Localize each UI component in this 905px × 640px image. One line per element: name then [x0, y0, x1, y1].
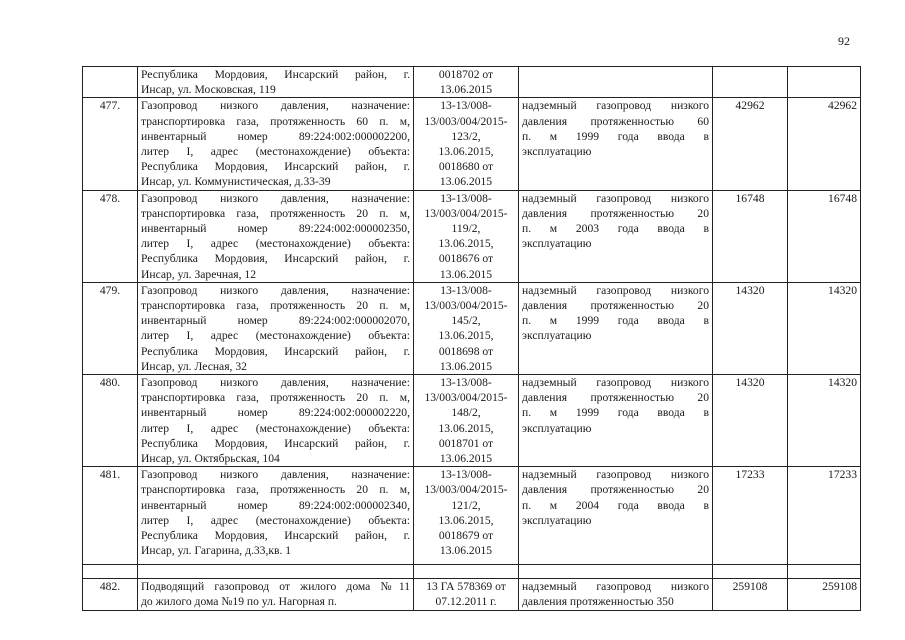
- cell-line: 13.06.2015: [439, 452, 493, 466]
- registration-cell: [414, 375, 519, 467]
- cell-line: 13/003/004/2015-: [424, 206, 508, 220]
- cell-line: Республика Мордовия, Инсарский район, г.: [141, 344, 410, 358]
- cell-line: 13-13/008-: [440, 283, 492, 297]
- row-number-cell: [83, 67, 138, 98]
- cell-line: давления протяженностью 20: [522, 299, 709, 313]
- cell-line: транспортировка газа, протяженность 20 п. м,: [141, 206, 410, 220]
- cell-line: Республика Мордовия, Инсарский район, г.: [141, 252, 410, 266]
- cell-line: п. м 1999 года ввода в: [522, 314, 709, 328]
- cell-line: Газопровод низкого давления, назначение:: [141, 468, 410, 482]
- cell-line: 0018680 от: [438, 160, 494, 174]
- table-row: [83, 467, 861, 565]
- cell-line: транспортировка газа, протяженность 20 п. м,: [141, 391, 410, 405]
- object-name-cell: [138, 98, 414, 190]
- cell-line: литер I, адрес (местонахождение) объекта:: [141, 329, 410, 343]
- cell-line: литер I, адрес (местонахождение) объекта:: [141, 237, 410, 251]
- cell-line: 123/2,: [451, 129, 481, 143]
- cell-line: 13.06.2015: [439, 544, 493, 558]
- registration-cell: [414, 190, 519, 282]
- cell-line: инвентарный номер 89:224:002:000002070,: [141, 314, 410, 328]
- cell-line: давления протяженностью 60: [522, 114, 709, 128]
- value-cell: 14320: [713, 282, 788, 374]
- cell-line: п. м 2004 года ввода в: [522, 498, 709, 512]
- cell-line: Инсар, ул. Московская, 119: [141, 83, 276, 97]
- object-name-cell: [138, 467, 414, 565]
- registration-cell: [414, 98, 519, 190]
- value-cell-2: 259108: [788, 579, 861, 610]
- spacer-cell: [138, 565, 414, 579]
- object-name-cell: [138, 67, 414, 98]
- cell-line: инвентарный номер 89:224:002:000002220,: [141, 406, 410, 420]
- row-number-cell: 481.: [83, 467, 138, 565]
- cell-line: инвентарный номер 89:224:002:000002340,: [141, 498, 410, 512]
- cell-line: литер I, адрес (местонахождение) объекта:: [141, 421, 410, 435]
- cell-line: инвентарный номер 89:224:002:000002350,: [141, 222, 410, 235]
- cell-line: Инсар, ул. Гагарина, д.33,кв. 1: [141, 544, 292, 558]
- cell-line: Республика Мордовия, Инсарский район, г.: [141, 68, 410, 81]
- cell-line: 13.06.2015: [439, 359, 493, 373]
- cell-line: 13.06.2015,: [438, 513, 494, 527]
- table-row: [83, 282, 861, 374]
- cell-line: 13-13/008-: [440, 468, 492, 482]
- table-body: [83, 67, 861, 611]
- value-cell: [713, 67, 788, 98]
- cell-line: надземный газопровод низкого: [522, 580, 709, 594]
- spacer-cell: [414, 565, 519, 579]
- cell-line: давления протяженностью 350: [522, 595, 674, 609]
- value-cell: 14320: [713, 375, 788, 467]
- cell-line: 13.06.2015: [439, 83, 493, 97]
- cell-line: давления протяженностью 20: [522, 483, 709, 497]
- value-cell: 42962: [713, 98, 788, 190]
- cell-line: Республика Мордовия, Инсарский район, г.: [141, 529, 410, 543]
- cell-line: транспортировка газа, протяженность 20 п. м,: [141, 299, 410, 313]
- spacer-cell: [713, 565, 788, 579]
- cell-line: литер I, адрес (местонахождение) объекта:: [141, 144, 410, 158]
- row-number-cell: 479.: [83, 282, 138, 374]
- cell-line: п. м 1999 года ввода в: [522, 129, 709, 143]
- cell-line: 13-13/008-: [440, 376, 492, 390]
- cell-line: 13/003/004/2015-: [424, 114, 508, 128]
- cell-line: Республика Мордовия, Инсарский район, г.: [141, 436, 410, 450]
- registration-cell: [414, 282, 519, 374]
- cell-line: надземный газопровод низкого: [522, 99, 709, 113]
- cell-line: 121/2,: [451, 498, 481, 512]
- row-number-cell: 480.: [83, 375, 138, 467]
- cell-line: транспортировка газа, протяженность 60 п. м,: [141, 114, 410, 128]
- table-row: [83, 67, 861, 98]
- description-cell: [519, 67, 713, 98]
- cell-line: 0018676 от: [438, 252, 494, 266]
- cell-line: 13/003/004/2015-: [424, 483, 508, 497]
- value-cell: 16748: [713, 190, 788, 282]
- cell-line: Газопровод низкого давления, назначение:: [141, 191, 410, 205]
- value-cell: 17233: [713, 467, 788, 565]
- cell-line: 119/2,: [451, 222, 481, 236]
- cell-line: инвентарный номер 89:224:002:000002200,: [141, 129, 410, 143]
- registration-cell: [414, 467, 519, 565]
- table-row: [83, 375, 861, 467]
- cell-line: эксплуатацию: [522, 144, 592, 158]
- object-name-cell: [138, 190, 414, 282]
- cell-line: надземный газопровод низкого: [522, 376, 709, 390]
- cell-line: Инсар, ул. Лесная, 32: [141, 359, 247, 373]
- spacer-row: [83, 565, 861, 579]
- description-cell: [519, 282, 713, 374]
- description-cell: [519, 98, 713, 190]
- cell-line: Газопровод низкого давления, назначение:: [141, 283, 410, 297]
- value-cell-2: 16748: [788, 190, 861, 282]
- registration-cell: [414, 67, 519, 98]
- cell-line: 0018702 от: [438, 68, 494, 81]
- cell-line: п. м 2003 года ввода в: [522, 222, 709, 235]
- cell-line: 13.06.2015,: [438, 237, 494, 251]
- value-cell-2: 14320: [788, 375, 861, 467]
- value-cell-2: 14320: [788, 282, 861, 374]
- cell-line: Инсар, ул. Заречная, 12: [141, 267, 256, 281]
- cell-line: 13 ГА 578369 от: [426, 580, 506, 594]
- cell-line: Газопровод низкого давления, назначение:: [141, 99, 410, 113]
- cell-line: 0018701 от: [438, 436, 494, 450]
- cell-line: Подводящий газопровод от жилого дома №11: [141, 580, 410, 594]
- value-cell: 259108: [713, 579, 788, 610]
- page-number: 92: [838, 34, 850, 48]
- value-cell-2: 42962: [788, 98, 861, 190]
- row-number-cell: 478.: [83, 190, 138, 282]
- cell-line: давления протяженностью 20: [522, 206, 709, 220]
- cell-line: 13.06.2015,: [438, 145, 494, 159]
- description-cell: [519, 579, 713, 610]
- cell-line: 0018679 от: [438, 529, 494, 543]
- cell-line: эксплуатацию: [522, 421, 592, 435]
- cell-line: 145/2,: [451, 314, 481, 328]
- cell-line: 148/2,: [451, 406, 481, 420]
- cell-line: 13-13/008-: [440, 99, 492, 113]
- row-number-cell: 477.: [83, 98, 138, 190]
- cell-line: эксплуатацию: [522, 513, 592, 527]
- cell-line: 13/003/004/2015-: [424, 299, 508, 313]
- cell-line: п. м 1999 года ввода в: [522, 406, 709, 420]
- cell-line: эксплуатацию: [522, 237, 592, 251]
- table-row: [83, 190, 861, 282]
- cell-line: эксплуатацию: [522, 329, 592, 343]
- cell-line: давления протяженностью 20: [522, 391, 709, 405]
- description-cell: [519, 375, 713, 467]
- spacer-cell: [83, 565, 138, 579]
- object-name-cell: [138, 579, 414, 610]
- cell-line: 07.12.2011 г.: [435, 595, 497, 609]
- row-number-cell: 482.: [83, 579, 138, 610]
- cell-line: Инсар, ул. Коммунистическая, д.33-39: [141, 175, 331, 189]
- cell-line: до жилого дома №19 по ул. Нагорная п.: [141, 595, 337, 609]
- cell-line: Газопровод низкого давления, назначение:: [141, 376, 410, 390]
- cell-line: литер I, адрес (местонахождение) объекта:: [141, 513, 410, 527]
- spacer-cell: [788, 565, 861, 579]
- value-cell-2: [788, 67, 861, 98]
- value-cell-2: 17233: [788, 467, 861, 565]
- object-name-cell: [138, 282, 414, 374]
- description-cell: [519, 467, 713, 565]
- property-register-table: [82, 66, 861, 611]
- cell-line: Инсар, ул. Октябрьская, 104: [141, 452, 280, 465]
- cell-line: надземный газопровод низкого: [522, 191, 709, 205]
- cell-line: Республика Мордовия, Инсарский район, г.: [141, 160, 410, 174]
- cell-line: 13/003/004/2015-: [424, 391, 508, 405]
- cell-line: 13.06.2015: [439, 175, 493, 189]
- description-cell: [519, 190, 713, 282]
- object-name-cell: [138, 375, 414, 467]
- cell-line: 13.06.2015: [439, 267, 493, 281]
- cell-line: транспортировка газа, протяженность 20 п. м,: [141, 483, 410, 497]
- cell-line: надземный газопровод низкого: [522, 283, 709, 297]
- table-row: [83, 98, 861, 190]
- cell-line: 13.06.2015,: [438, 421, 494, 435]
- cell-line: надземный газопровод низкого: [522, 468, 709, 482]
- cell-line: 13.06.2015,: [438, 329, 494, 343]
- registration-cell: [414, 579, 519, 610]
- table-row: [83, 579, 861, 610]
- cell-line: 13-13/008-: [440, 191, 492, 205]
- cell-line: 0018698 от: [438, 344, 494, 358]
- spacer-cell: [519, 565, 713, 579]
